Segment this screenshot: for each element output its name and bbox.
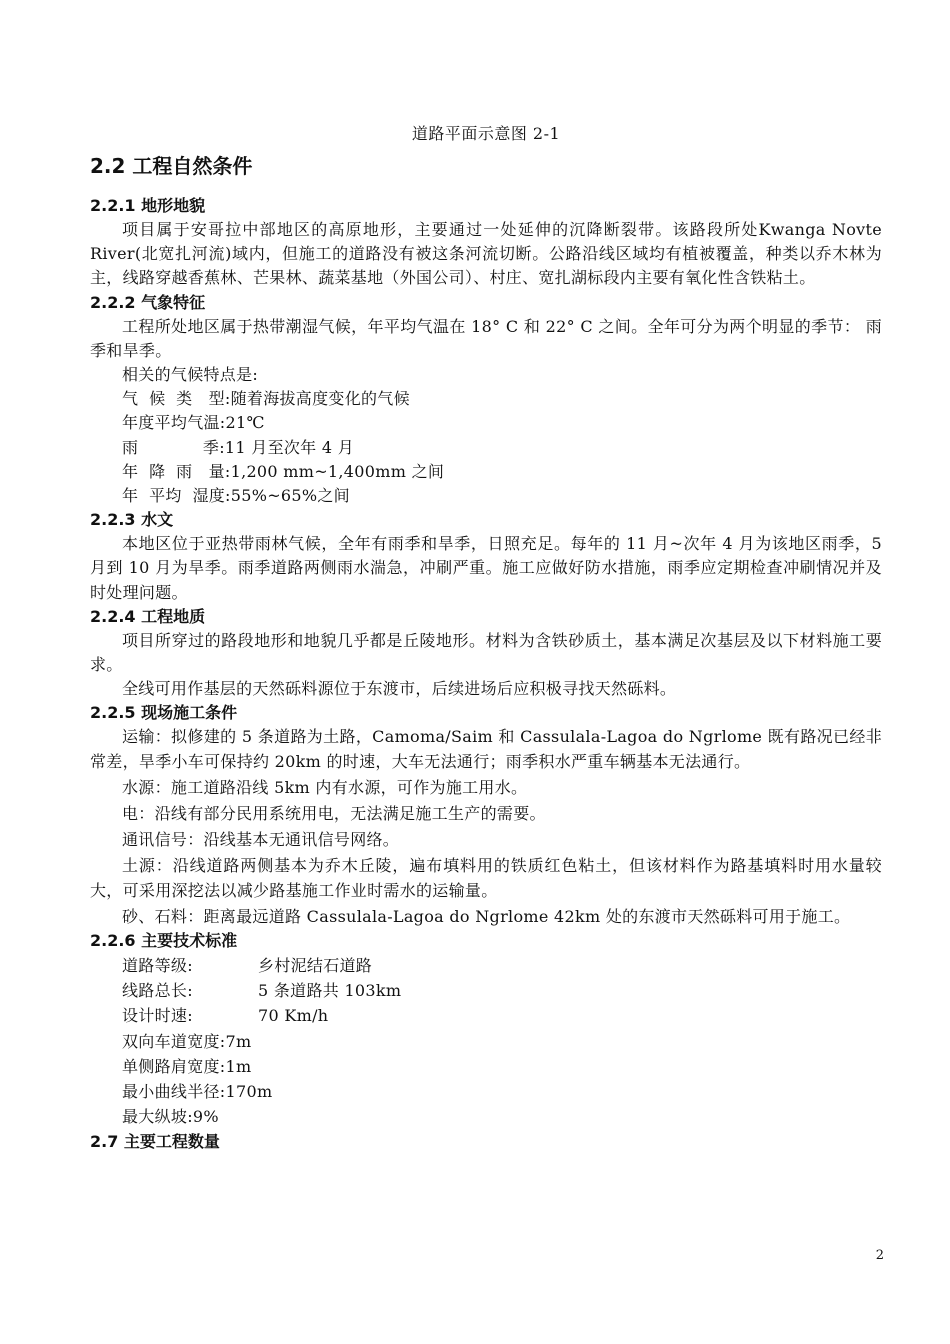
site-signal: 通讯信号：沿线基本无通讯信号网络。 xyxy=(122,830,400,850)
standard-value: 乡村泥结石道路 xyxy=(258,956,373,976)
standard-key: 最小曲线半径: xyxy=(122,1082,226,1102)
standard-value: 70 Km/h xyxy=(258,1006,329,1026)
climate-item: 雨 季:11 月至次年 4 月 xyxy=(122,437,355,457)
quantities-heading: 2.7 主要工程数量 xyxy=(90,1131,220,1151)
site-heading: 2.2.5 现场施工条件 xyxy=(90,703,238,723)
geology-paragraph: 项目所穿过的路段地形和地貌几乎都是丘陵地形。材料为含铁砂质土，基本满足次基层及以下材料施工要求。 xyxy=(90,630,882,675)
site-stone: 砂、石料：距离最远道路 Cassulala-Lagoa do Ngrlome 42km 处的东渡市天然砾料可用于施工。 xyxy=(122,906,851,926)
section-heading: 2.2 工程自然条件 xyxy=(90,154,253,178)
standard-row xyxy=(90,978,882,1003)
site-water: 水源：施工道路沿线 5km 内有水源，可作为施工用水。 xyxy=(122,777,528,797)
standard-row xyxy=(90,1003,882,1028)
site-soil: 土源：沿线道路两侧基本为乔木丘陵，遍布填料用的铁质红色粘土，但该材料作为路基填料时用水量较大，可采用深挖法以减少路基施工作业时需水的运输量。 xyxy=(90,856,882,900)
standard-row xyxy=(90,1029,882,1054)
geology-paragraph: 全线可用作基层的天然砾料源位于东渡市，后续进场后应积极寻找天然砾料。 xyxy=(122,679,677,699)
standard-value: 9% xyxy=(192,1107,219,1127)
standard-value: 170m xyxy=(225,1082,273,1102)
site-transport: 运输：拟修建的 5 条道路为土路，Camoma/Saim 和 Cassulala-Lagoa do Ngrlome 既有路况已经非常差，旱季小车可保持约 20km 的时速，大车无法通行；雨季积水严重车辆基本无法通行。 xyxy=(90,727,882,771)
geology-heading: 2.2.4 工程地质 xyxy=(90,606,206,626)
standard-value: 5 条道路共 103km xyxy=(258,981,402,1001)
climate-item: 年 降 雨 量:1,200 mm~1,400mm 之间 xyxy=(122,461,445,481)
climate-item: 年度平均气温:21℃ xyxy=(122,413,265,433)
terrain-heading: 2.2.1 地形地貌 xyxy=(90,196,206,215)
standard-row xyxy=(90,1054,882,1079)
terrain-paragraph: 项目属于安哥拉中部地区的高原地形，主要通过一处延伸的沉降断裂带。该路段所处Kwanga Novte River(北宽扎河流)域内，但施工的道路没有被这条河流切断。公路沿线区域均有植被覆盖，种类以乔木林为主，线路穿越香蕉林、芒果林、蔬菜基地（外国公司）、村庄、宽扎湖标段内主要有氧化性含铁粘土。 xyxy=(90,220,882,288)
standard-key: 双向车道宽度: xyxy=(122,1031,226,1051)
standard-key: 最大纵坡: xyxy=(122,1107,193,1127)
climate-item: 年 平均 湿度:55%~65%之间 xyxy=(122,486,350,506)
page-number: 2 xyxy=(875,1248,884,1263)
figure-caption: 道路平面示意图 2-1 xyxy=(411,124,561,143)
climate-paragraph: 工程所处地区属于热带潮湿气候，年平均气温在 18° C 和 22° C 之间。全年可分为两个明显的季节： 雨季和旱季。 xyxy=(90,316,882,360)
standard-row xyxy=(90,1104,882,1129)
climate-heading: 2.2.2 气象特征 xyxy=(90,292,206,312)
hydrology-heading: 2.2.3 水文 xyxy=(90,510,174,530)
standard-key: 道路等级: xyxy=(122,956,193,976)
climate-intro: 相关的气候特点是: xyxy=(122,365,259,385)
site-power: 电：沿线有部分民用系统用电，无法满足施工生产的需要。 xyxy=(122,804,546,824)
standard-row xyxy=(90,953,882,978)
climate-item: 气 候 类 型:随着海拔高度变化的气候 xyxy=(122,389,410,409)
standard-value: 1m xyxy=(225,1056,252,1076)
document-page xyxy=(90,122,882,1154)
hydrology-paragraph: 本地区位于亚热带雨林气候，全年有雨季和旱季，日照充足。每年的 11 月~次年 4 月为该地区雨季，5 月到 10 月为旱季。雨季道路两侧雨水湍急，冲刷严重。施工应做好防水措施，雨季应定期检查冲刷情况并及时处理问题。 xyxy=(90,534,882,602)
standard-value: 7m xyxy=(225,1031,252,1051)
standard-row xyxy=(90,1079,882,1104)
standard-key: 设计时速: xyxy=(122,1006,193,1026)
standard-key: 单侧路肩宽度: xyxy=(122,1056,226,1076)
standard-key: 线路总长: xyxy=(122,981,193,1001)
standards-heading: 2.2.6 主要技术标准 xyxy=(90,931,238,951)
